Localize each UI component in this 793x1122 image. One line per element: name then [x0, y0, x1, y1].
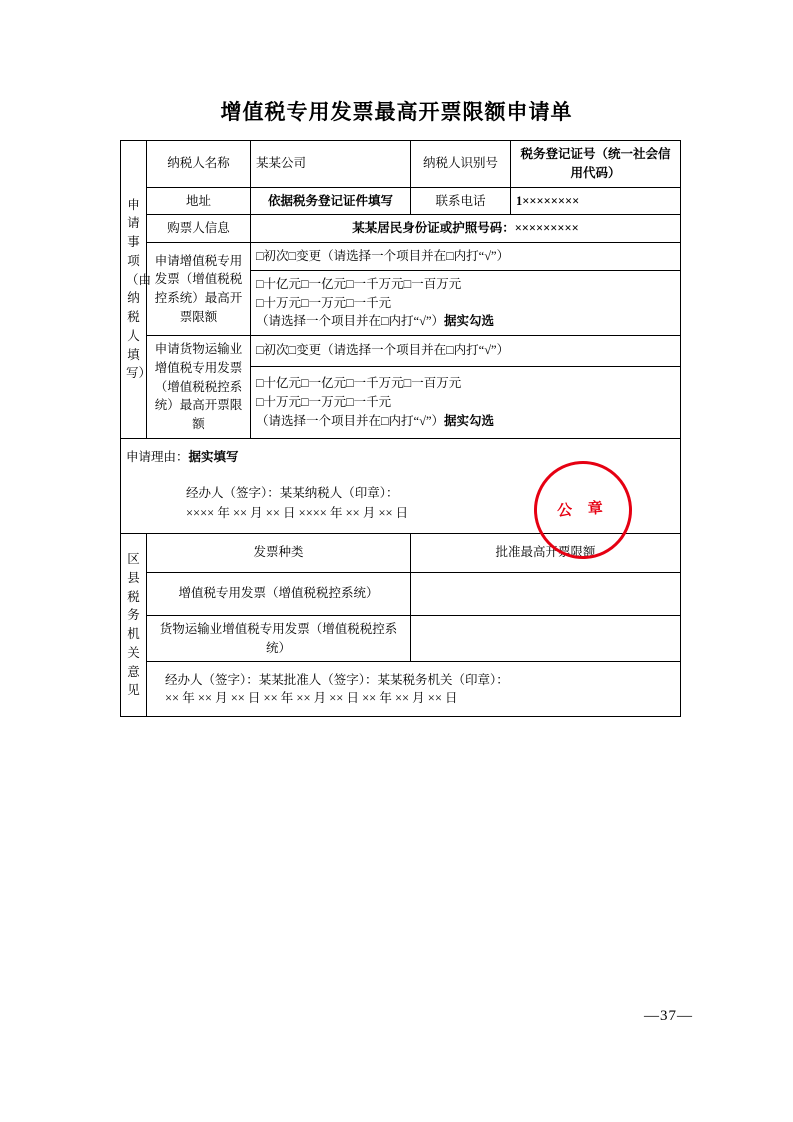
vat-limit-line-2[interactable]: □十万元□一万元□一千元: [256, 295, 392, 310]
phone-label: 联系电话: [411, 187, 511, 215]
vat-limit-note: [256, 312, 675, 331]
freight-limit-note: [256, 412, 675, 431]
approved-limit-header: 批准最高开票限额: [411, 533, 681, 572]
freight-limit-line-1[interactable]: □十亿元□一亿元□一千万元□一百万元: [256, 376, 462, 391]
invoice-type-header: 发票种类: [147, 533, 411, 572]
address-label: 地址: [147, 187, 251, 215]
table-row: [121, 187, 681, 215]
authority-row-type-0: 增值税专用发票（增值税税控系统）: [147, 572, 411, 615]
taxpayer-id-value: 税务登记证号（统一社会信用代码）: [511, 141, 681, 188]
phone-value: 1××××××××: [511, 187, 681, 215]
freight-invoice-type-options[interactable]: □初次□变更（请选择一个项目并在□内打“√”）: [251, 336, 681, 367]
vat-invoice-type-options[interactable]: □初次□变更（请选择一个项目并在□内打“√”）: [251, 243, 681, 271]
table-row: [121, 141, 681, 188]
vat-limit-note-bold: 据实勾选: [444, 314, 495, 329]
page-number: —37—: [644, 1008, 693, 1024]
table-row: [121, 243, 681, 271]
vat-limit-line-1[interactable]: □十亿元□一亿元□一千万元□一百万元: [256, 276, 462, 291]
authority-row-type-1: 货物运输业增值税专用发票（增值税税控系统）: [147, 615, 411, 662]
address-value: 依据税务登记证件填写: [251, 187, 411, 215]
official-seal-stamp: 公 章: [531, 457, 636, 562]
freight-limit-line-2[interactable]: □十万元□一万元□一千元: [256, 394, 392, 409]
taxpayer-id-label: 纳税人识别号: [411, 141, 511, 188]
purchaser-info-label: 购票人信息: [147, 215, 251, 243]
table-row: [121, 336, 681, 367]
vat-invoice-limit-options[interactable]: [251, 270, 681, 335]
table-row: [121, 215, 681, 243]
authority-date-line: ×× 年 ×× 月 ×× 日 ×× 年 ×× 月 ×× 日 ×× 年 ×× 月 ×× 日: [165, 691, 458, 706]
table-row: [121, 615, 681, 662]
application-form-table: [120, 140, 681, 717]
table-row: [121, 662, 681, 717]
vat-limit-note-prefix: （请选择一个项目并在□内打“√”）: [256, 314, 445, 329]
application-reason-label: 申请理由：: [126, 450, 189, 465]
tax-authority-section-side-label: 区县税务机关意见: [121, 533, 147, 717]
application-reason-value: 据实填写: [188, 450, 239, 465]
authority-row-limit-0[interactable]: [411, 572, 681, 615]
applicant-signature-line: 经办人（签字）：某某纳税人（印章）：: [186, 486, 399, 501]
applicant-section-side-label: 申请事项（由纳税人填写）: [121, 141, 147, 439]
applicant-date-line: ×××× 年 ×× 月 ×× 日 ×××× 年 ×× 月 ×× 日: [186, 506, 409, 521]
authority-row-limit-1[interactable]: [411, 615, 681, 662]
freight-invoice-label: 申请货物运输业增值税专用发票（增值税税控系统）最高开票限额: [147, 336, 251, 439]
taxpayer-name-value: 某某公司: [251, 141, 411, 188]
authority-signature-cell: [147, 662, 681, 717]
page-title: 增值税专用发票最高开票限额申请单: [220, 100, 573, 124]
authority-signature-line: 经办人（签字）：某某批准人（签字）：某某税务机关（印章）：: [165, 672, 509, 687]
table-row: [121, 438, 681, 533]
application-reason-cell: [121, 438, 681, 533]
vat-invoice-label: 申请增值税专用发票（增值税税控系统）最高开票限额: [147, 243, 251, 336]
freight-limit-note-prefix: （请选择一个项目并在□内打“√”）: [256, 413, 445, 428]
taxpayer-name-label: 纳税人名称: [147, 141, 251, 188]
freight-invoice-limit-options[interactable]: [251, 366, 681, 438]
table-row: [121, 572, 681, 615]
freight-limit-note-bold: 据实勾选: [444, 413, 495, 428]
purchaser-info-value: 某某居民身份证或护照号码：×××××××××: [251, 215, 681, 243]
